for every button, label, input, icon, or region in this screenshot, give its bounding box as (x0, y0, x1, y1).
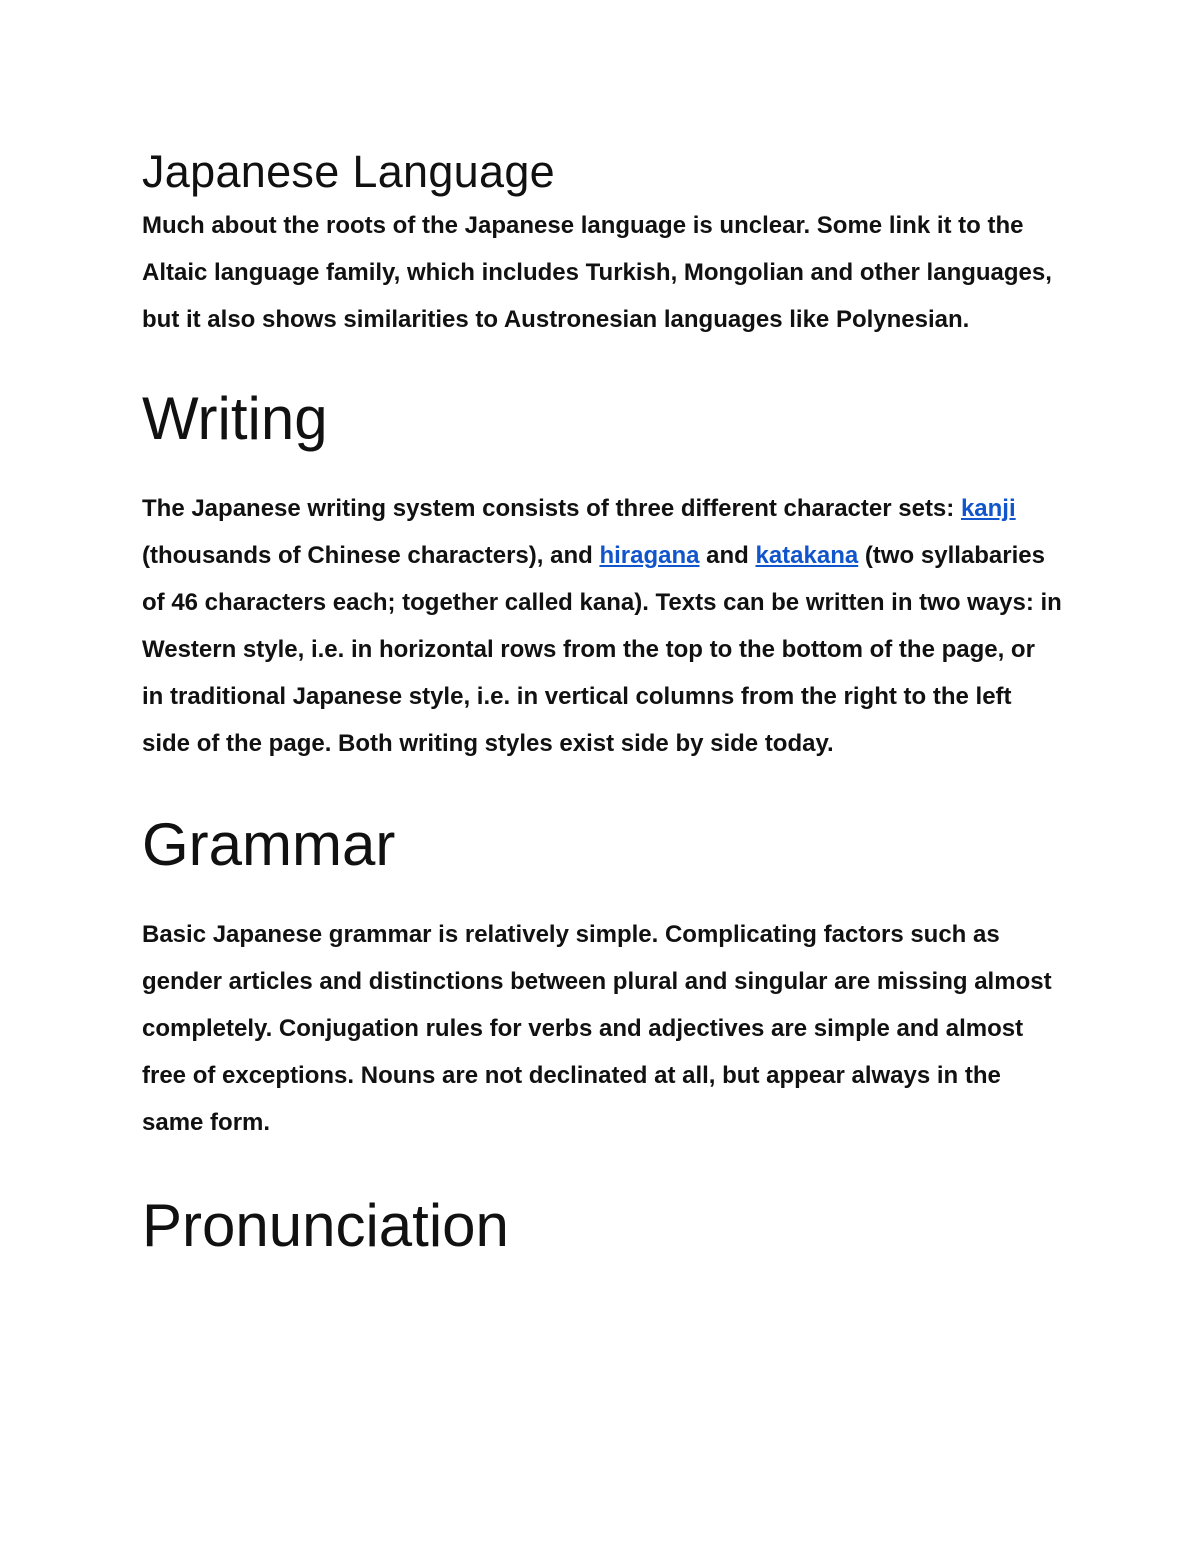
writing-text-4: (two syllabaries of 46 characters each; together called kana). Texts can be written in two ways: in Western style, i.e. in horizontal rows from the top to the bottom of the page, or in traditional Japanese style, i.e. in vertical columns from the right to the left side of the page. Both writing styles exist side by side today. (142, 542, 1062, 757)
document-title: Japanese Language (142, 146, 555, 197)
kanji-link[interactable]: kanji (960, 495, 1016, 522)
writing-text-2: (thousands of Chinese characters), and (142, 542, 600, 569)
hiragana-link[interactable]: hiragana (599, 542, 700, 569)
katakana-link[interactable]: katakana (755, 542, 859, 569)
document-content (142, 142, 1062, 1262)
writing-text-3: and (699, 542, 756, 569)
intro-paragraph: Much about the roots of the Japanese language is unclear. Some link it to the Altaic language family, which includes Turkish, Mongolian and other languages, but it also shows similarities to Austronesian languages like Polynesian. (142, 212, 1052, 333)
writing-text-1: The Japanese writing system consists of three different character sets: (142, 495, 961, 522)
grammar-heading: Grammar (142, 811, 396, 878)
writing-paragraph (142, 485, 1062, 767)
writing-heading: Writing (142, 385, 328, 452)
pronunciation-heading: Pronunciation (142, 1192, 509, 1259)
grammar-paragraph: Basic Japanese grammar is relatively simple. Complicating factors such as gender articles and distinctions between plural and singular are missing almost completely. Conjugation rules for verbs and adjectives are simple and almost free of exceptions. Nouns are not declinated at all, but appear always in the same form. (142, 921, 1052, 1136)
